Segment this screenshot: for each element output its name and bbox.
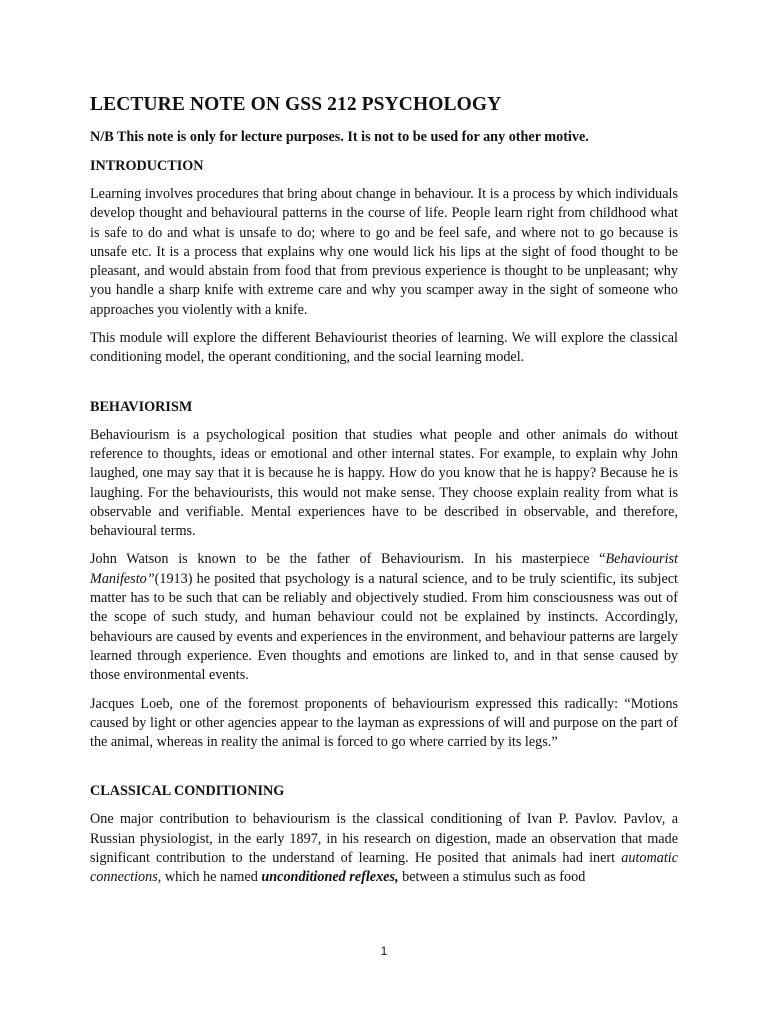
- usage-notice: N/B This note is only for lecture purposes. It is not to be used for any other motive.: [90, 129, 589, 145]
- page-content: [90, 94, 678, 897]
- automatic-connections-term: automatic connections: [90, 850, 678, 886]
- watson-text-end: (1913) he posited that psychology is a natural science, and to be truly scientific, its subject matter has to be such that can be reliably and objectively studied. From him consciousness was out of the scope of such study, and human behaviour could not be explained by instincts. Accordingly, behaviours are caused by events and experiences in the environment, and behaviour patterns are largely learned through experience. Even thoughts and emotions are linked to, and in that sense caused by those environmental events.: [90, 570, 678, 684]
- watson-text-start: John Watson is known to be the father of Behaviourism. In his masterpiece “: [90, 551, 606, 568]
- pavlov-text-middle: , which he named: [157, 869, 262, 886]
- section-heading-introduction: INTRODUCTION: [90, 158, 204, 174]
- section-heading-classical-conditioning: CLASSICAL CONDITIONING: [90, 783, 285, 800]
- loeb-quote-paragraph: Jacques Loeb, one of the foremost proponents of behaviourism expressed this radically: “Motions caused by light or other agencies appear to the layman as expressions of will and purpose on the part of the animal, whereas in reality the animal is forced to go where carried by its legs.”: [90, 695, 678, 751]
- pavlov-text-start: One major contribution to behaviourism is the classical conditioning of Ivan P. Pavlov. Pavlov, a Russian physiologist, in the early 1897, in his research on digestion, made an observation that made significant contribution to the understand of learning. He posited that animals had inert: [90, 811, 678, 867]
- document-title: LECTURE NOTE ON GSS 212 PSYCHOLOGY: [90, 94, 502, 115]
- page-number: 1: [380, 944, 388, 958]
- module-overview-paragraph: This module will explore the different Behaviourist theories of learning. We will explore the classical conditioning model, the operant conditioning, and the social learning model.: [90, 330, 678, 366]
- pavlov-text-end: between a stimulus such as food: [398, 869, 586, 886]
- introduction-paragraph: Learning involves procedures that bring about change in behaviour. It is a process by which individuals develop thought and behavioural patterns in the course of life. People learn right from childhood what is safe to do and what is unsafe to do; where to go and be feel safe, and where not to go because is unsafe etc. It is a process that explains why one would lick his lips at the sight of food thought to be pleasant, and would abstain from food that from previous experience is thought to be unpleasant; why you handle a sharp knife with extreme care and why you scamper away in the sight of someone who approaches you violently with a knife.: [90, 186, 678, 318]
- pavlov-paragraph: [90, 810, 678, 887]
- unconditioned-reflexes-term: unconditioned reflexes,: [261, 869, 399, 886]
- behaviourism-definition-paragraph: Behaviourism is a psychological position that studies what people and other animals do without reference to thoughts, ideas or emotional and other internal states. For example, to explain why John laughed, one may say that it is because he is happy. How do you know that he is happy? Because he is laughing. For the behaviourists, this would not make sense. They choose explain reality from what is observable and verifiable. Mental experiences have to be described in observable, and therefore, behavioural terms.: [90, 426, 678, 540]
- watson-work-title: Behaviourist Manifesto”: [90, 551, 678, 587]
- watson-paragraph: [90, 550, 678, 685]
- section-heading-behaviorism: BEHAVIORISM: [90, 398, 193, 415]
